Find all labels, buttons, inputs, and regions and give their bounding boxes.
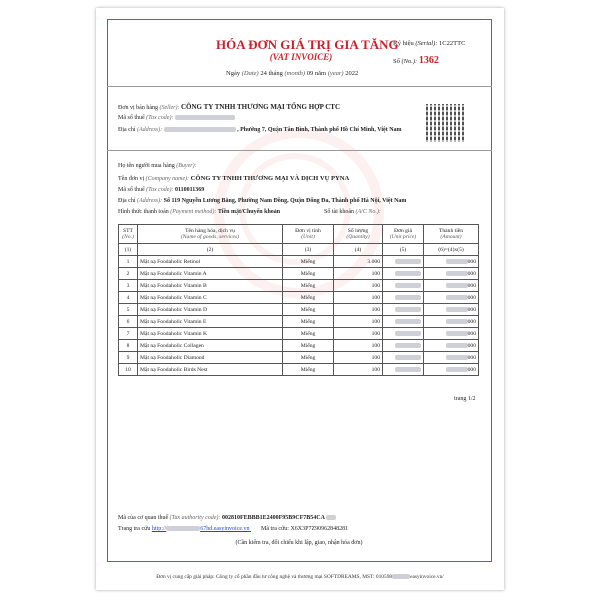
account-label-en: (A/C No.): — [355, 209, 381, 215]
column-index: (4) — [334, 244, 383, 256]
table-row — [119, 316, 479, 328]
seller-name-label: Đơn vị bán hàng — [118, 105, 158, 111]
lookup-row — [118, 526, 348, 532]
row-name: Mặt nạ Foodaholic Diamond — [138, 352, 283, 364]
redacted-value — [395, 295, 421, 300]
row-qty: 100 — [334, 304, 383, 316]
column-header-label: Thành tiền — [438, 228, 464, 234]
row-unit: Miếng — [283, 328, 334, 340]
page-indicator: trang 1/2 — [454, 396, 476, 402]
seller-tax-label-en: (Tax code): — [146, 115, 174, 121]
row-qty: 100 — [334, 340, 383, 352]
column-header-label: Số lượng — [347, 228, 369, 234]
row-name: Mặt nạ Foodaholic Birds Nest — [138, 364, 283, 376]
row-amount — [424, 304, 479, 316]
table-row — [119, 364, 479, 376]
unit-price-redacted — [383, 280, 424, 292]
payment-method: Tiền mặt/Chuyển khoản — [217, 209, 281, 215]
seller-address-label: Địa chỉ — [118, 127, 136, 133]
unit-price-redacted — [383, 256, 424, 268]
unit-price-redacted — [383, 340, 424, 352]
buyer-name-label: Họ tên người mua hàng — [118, 163, 175, 169]
column-index: (5) — [383, 244, 424, 256]
row-amount — [424, 256, 479, 268]
authority-row — [118, 515, 336, 521]
lookup-code: X6X3P7Z90962848281 — [290, 526, 349, 532]
row-amount-tail: 000 — [467, 282, 476, 289]
row-qty: 100 — [334, 280, 383, 292]
table-row — [119, 268, 479, 280]
row-qty: 3.000 — [334, 256, 383, 268]
buyer-name-row — [118, 163, 197, 169]
column-header-label: Tên hàng hóa, dịch vụ — [185, 228, 235, 234]
redacted-value — [395, 319, 421, 324]
column-header — [424, 225, 479, 244]
number-label: Số — [393, 58, 400, 65]
unit-price-redacted — [383, 292, 424, 304]
column-index: (3) — [283, 244, 334, 256]
row-amount-tail: 000 — [467, 270, 476, 277]
seller-divider — [107, 150, 492, 151]
seller-name-row — [118, 103, 340, 111]
row-name: Mặt nạ Foodaholic Vitamin A — [138, 268, 283, 280]
table-index-row — [119, 244, 479, 256]
row-unit: Miếng — [283, 340, 334, 352]
redacted-value — [395, 307, 421, 312]
buyer-company-label-en: (Company name): — [145, 176, 190, 182]
lookup-link-site: 67hd.easyinvoice.vn — [200, 526, 250, 532]
row-unit: Miếng — [283, 304, 334, 316]
buyer-tax-label-en: (Tax code): — [146, 187, 174, 193]
authority-label: Mã của cơ quan thuế — [118, 515, 169, 521]
buyer-tax-label: Mã số thuế — [118, 187, 145, 193]
table-row — [119, 292, 479, 304]
redacted-value — [446, 367, 468, 372]
row-qty: 100 — [334, 316, 383, 328]
column-header-label-en: (Amount) — [440, 234, 462, 240]
row-name: Mặt nạ Foodaholic Vitamin K — [138, 328, 283, 340]
date-year-label-en: (year) — [327, 70, 344, 77]
row-amount — [424, 268, 479, 280]
row-amount — [424, 280, 479, 292]
seller-address-row — [118, 127, 402, 133]
invoice-date — [226, 70, 358, 77]
payment-label: Hình thức thanh toán — [118, 209, 169, 215]
row-amount-tail: 000 — [467, 330, 476, 337]
row-no: 2 — [119, 268, 138, 280]
invoice-serial — [393, 40, 465, 47]
row-qty: 100 — [334, 352, 383, 364]
buyer-company-row — [118, 175, 349, 182]
row-amount-tail: 000 — [467, 294, 476, 301]
items-table — [118, 224, 479, 376]
row-unit: Miếng — [283, 316, 334, 328]
row-no: 5 — [119, 304, 138, 316]
redacted-value — [395, 355, 421, 360]
lookup-link-prefix: http:// — [151, 526, 167, 532]
column-header-label: STT — [123, 228, 133, 234]
column-header — [283, 225, 334, 244]
column-index: (6)=(4)x(5) — [424, 244, 479, 256]
redacted-value — [446, 259, 468, 264]
row-amount — [424, 340, 479, 352]
column-header — [119, 225, 138, 244]
header-divider — [107, 86, 492, 87]
number-value: 1362 — [418, 55, 439, 66]
provider-redacted — [392, 574, 410, 579]
row-amount — [424, 328, 479, 340]
row-no: 6 — [119, 316, 138, 328]
table-row — [119, 328, 479, 340]
redacted-value — [395, 331, 421, 336]
unit-price-redacted — [383, 364, 424, 376]
buyer-company: CÔNG TY TNHH THƯƠNG MẠI VÀ DỊCH VỤ PYNA — [190, 175, 350, 182]
seller-name: CÔNG TY TNHH THƯƠNG MẠI TỔNG HỢP CTC — [181, 103, 341, 111]
buyer-tax: 0110011369 — [174, 187, 205, 193]
column-header — [334, 225, 383, 244]
row-amount — [424, 316, 479, 328]
row-no: 10 — [119, 364, 138, 376]
row-amount-tail: 000 — [467, 318, 476, 325]
unit-price-redacted — [383, 352, 424, 364]
table-header-row — [119, 225, 479, 244]
row-name: Mặt nạ Foodaholic Vitamin E — [138, 316, 283, 328]
table-row — [119, 352, 479, 364]
row-name: Mặt nạ Foodaholic Vitamin D — [138, 304, 283, 316]
row-no: 7 — [119, 328, 138, 340]
row-amount-tail: 000 — [467, 342, 476, 349]
date-year: 2022 — [345, 70, 359, 77]
serial-value: 1C22TTC — [439, 40, 466, 47]
payment-row — [118, 209, 280, 215]
serial-label: Ký hiệu — [393, 40, 414, 47]
column-header-label-en: (Quantity) — [346, 234, 370, 240]
column-header — [383, 225, 424, 244]
account-label: Số tài khoản — [324, 209, 354, 215]
provider-url: easyinvoice.vn/ — [410, 574, 444, 580]
redacted-value — [395, 367, 421, 372]
row-amount-tail: 000 — [467, 354, 476, 361]
buyer-tax-row — [118, 187, 204, 193]
row-amount-tail: 000 — [467, 258, 476, 265]
row-name: Mặt nạ Foodaholic Retinol — [138, 256, 283, 268]
redacted-value — [446, 307, 468, 312]
redacted-value — [395, 271, 421, 276]
redacted-value — [446, 271, 468, 276]
column-header-label-en: (Name of goods, services) — [180, 234, 240, 240]
date-month-label-en: (month) — [284, 70, 306, 77]
row-amount-tail: 000 — [467, 366, 476, 373]
column-header-label-en: (No.) — [122, 234, 134, 240]
date-day-label: Ngày — [226, 70, 241, 77]
check-note: (Cần kiểm tra, đối chiếu khi lập, giao, nhận hóa đơn) — [235, 540, 363, 546]
column-header-label: Đơn vị tính — [295, 228, 321, 234]
redacted-value — [446, 343, 468, 348]
column-header-label-en: (Unit) — [301, 234, 315, 240]
redacted-value — [446, 319, 468, 324]
seller-tax-row — [118, 115, 235, 121]
buyer-address-row — [118, 198, 406, 204]
buyer-address-label-en: (Address): — [137, 198, 163, 204]
lookup-label: Trang tra cứu — [118, 526, 151, 532]
row-unit: Miếng — [283, 256, 334, 268]
seller-tax-label: Mã số thuế — [118, 115, 145, 121]
date-year-label: năm — [314, 70, 327, 77]
row-unit: Miếng — [283, 292, 334, 304]
buyer-name-label-en: (Buyer): — [176, 163, 197, 169]
redacted-value — [446, 331, 468, 336]
column-header — [138, 225, 283, 244]
seller-address: , Phường 7, Quận Tân Bình, Thành phố Hồ Chí Minh, Việt Nam — [237, 127, 402, 133]
table-row — [119, 280, 479, 292]
row-unit: Miếng — [283, 268, 334, 280]
unit-price-redacted — [383, 328, 424, 340]
row-qty: 100 — [334, 292, 383, 304]
buyer-address: Số 119 Nguyễn Lương Bằng, Phường Nam Đồng, Quận Đống Đa, Thành phố Hà Nội, Việt Nam — [163, 198, 407, 204]
seller-name-label-en: (Seller): — [159, 105, 180, 111]
row-no: 8 — [119, 340, 138, 352]
date-day-label-en: (Date) — [241, 70, 259, 77]
invoice-title: HÓA ĐƠN GIÁ TRỊ GIA TĂNG — [216, 37, 399, 52]
row-name: Mặt nạ Foodaholic Vitamin B — [138, 280, 283, 292]
row-amount — [424, 292, 479, 304]
column-index: (1) — [119, 244, 138, 256]
row-no: 9 — [119, 352, 138, 364]
unit-price-redacted — [383, 268, 424, 280]
date-month: 09 — [306, 70, 314, 77]
row-qty: 100 — [334, 268, 383, 280]
seller-tax-redacted — [175, 115, 235, 120]
row-amount-tail: 000 — [467, 306, 476, 313]
row-no: 4 — [119, 292, 138, 304]
lookup-link[interactable] — [152, 526, 251, 532]
buyer-company-label: Tên đơn vị — [118, 176, 145, 182]
table-row — [119, 340, 479, 352]
unit-price-redacted — [383, 316, 424, 328]
lookup-redacted — [166, 526, 200, 531]
authority-code: 002810FEBBB1E2400F95B9CF7B54CA — [221, 515, 325, 521]
lookup-code-label: Mã tra cứu: — [261, 526, 289, 532]
payment-label-en: (Payment method): — [170, 209, 217, 215]
authority-label-en: (Tax authority code): — [169, 515, 221, 521]
row-amount — [424, 352, 479, 364]
provider-footer — [104, 574, 496, 580]
row-unit: Miếng — [283, 352, 334, 364]
unit-price-redacted — [383, 304, 424, 316]
row-name: Mặt nạ Foodaholic Vitamin C — [138, 292, 283, 304]
invoice-number — [393, 55, 439, 66]
table-row — [119, 304, 479, 316]
table-row — [119, 256, 479, 268]
account-row — [324, 209, 381, 215]
redacted-value — [395, 343, 421, 348]
row-no: 3 — [119, 280, 138, 292]
column-header-label-en: (Unit price) — [389, 234, 417, 240]
redacted-value — [446, 295, 468, 300]
seller-address-redacted — [164, 127, 236, 132]
column-index: (2) — [138, 244, 283, 256]
row-amount — [424, 364, 479, 376]
provider-text: Đơn vị cung cấp giải pháp: Công ty cổ phần đầu tư công nghệ và thương mại SOFTDREAMS, MST: 010598 — [156, 574, 393, 580]
invoice-subtitle: (VAT INVOICE) — [269, 52, 333, 62]
column-header-label: Đơn giá — [393, 228, 413, 234]
redacted-value — [446, 283, 468, 288]
redacted-value — [395, 283, 421, 288]
row-unit: Miếng — [283, 280, 334, 292]
table-body — [119, 256, 479, 376]
date-day: 24 — [260, 70, 267, 77]
date-month-label: tháng — [268, 70, 283, 77]
row-name: Mặt nạ Foodaholic Collagen — [138, 340, 283, 352]
row-no: 1 — [119, 256, 138, 268]
number-label-en: (No.): — [401, 58, 418, 65]
redacted-value — [395, 259, 421, 264]
redacted-value — [446, 355, 468, 360]
row-qty: 100 — [334, 364, 383, 376]
authority-redacted — [326, 515, 336, 520]
invoice-sheet — [96, 8, 504, 590]
row-qty: 100 — [334, 328, 383, 340]
serial-label-en: (Serial): — [415, 40, 438, 47]
qr-code-icon — [426, 104, 464, 142]
row-unit: Miếng — [283, 364, 334, 376]
seller-address-label-en: (Address): — [137, 127, 163, 133]
buyer-address-label: Địa chỉ — [118, 198, 136, 204]
